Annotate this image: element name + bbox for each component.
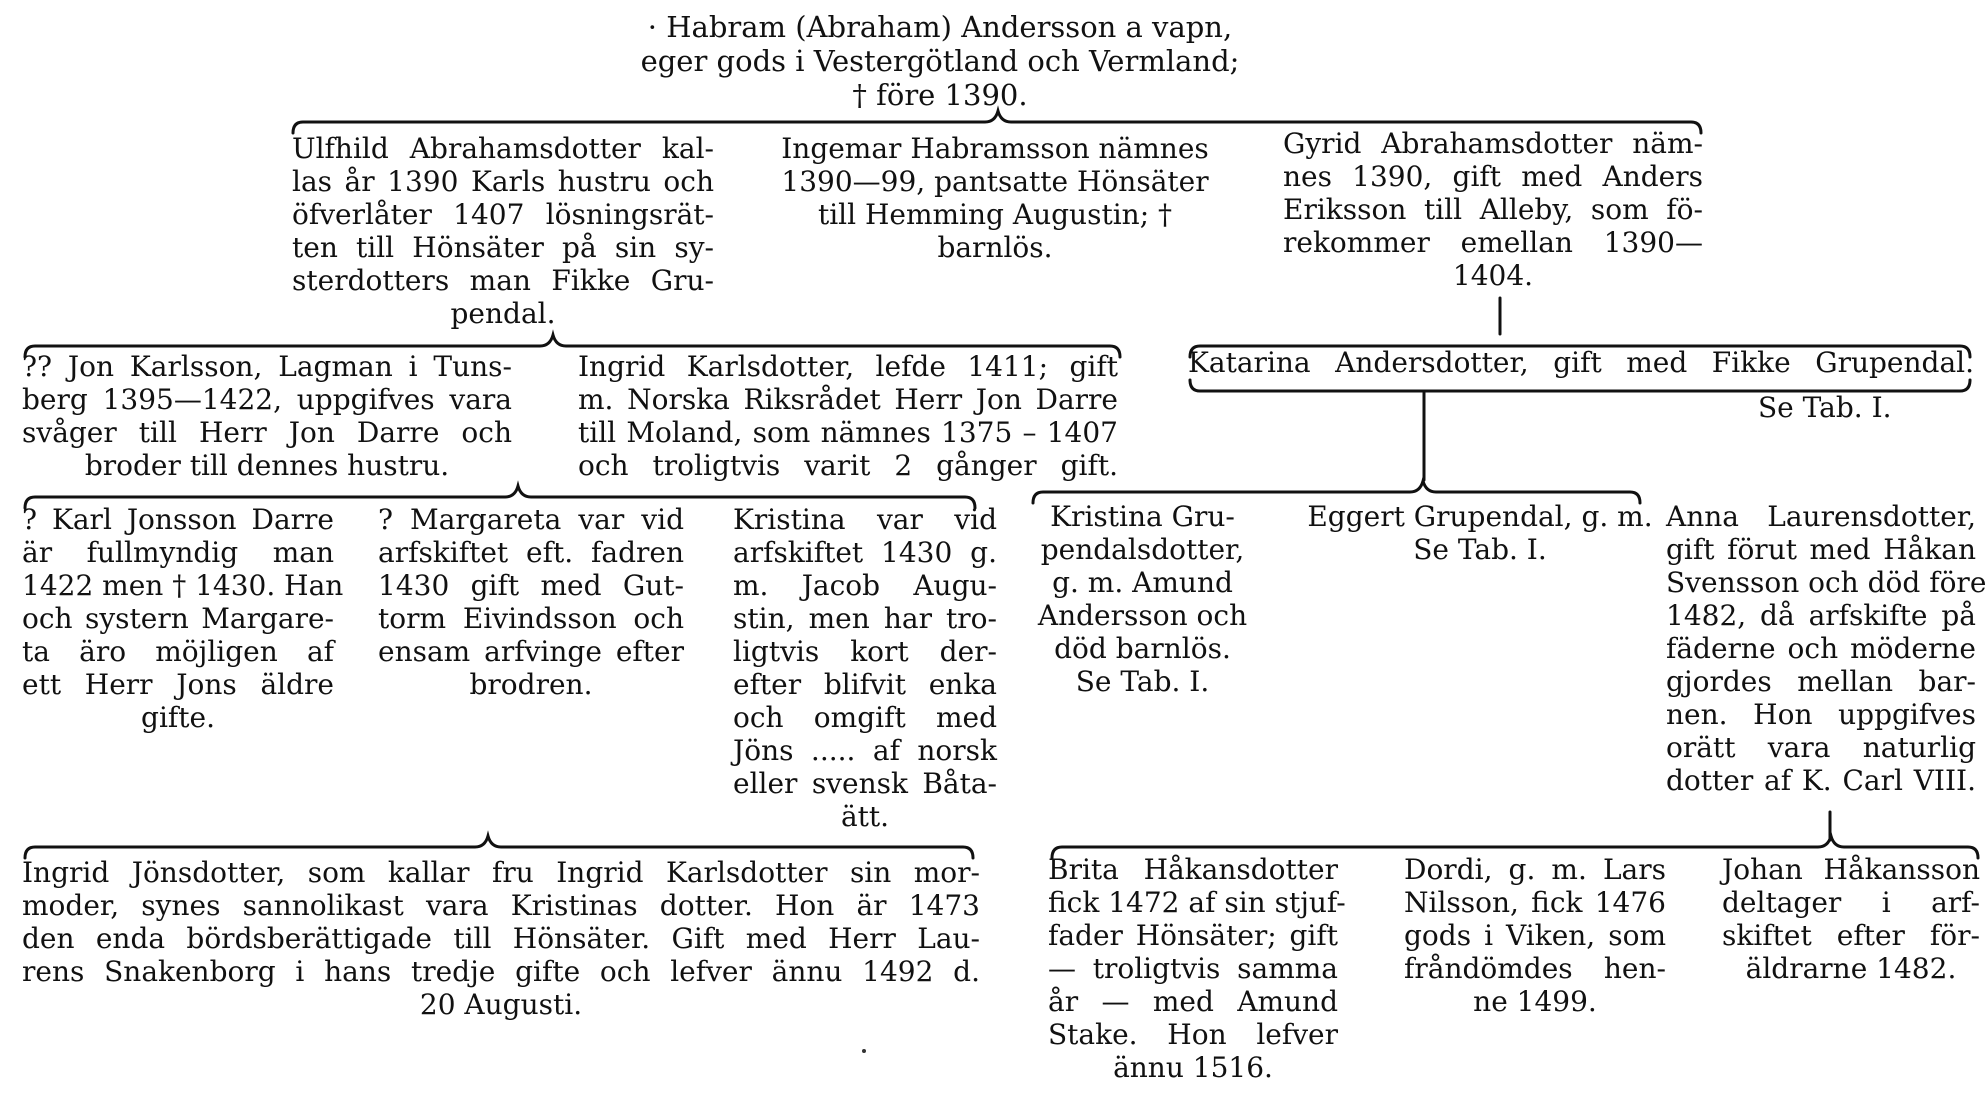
person-ingrid-karlsdotter <box>578 350 1118 482</box>
text-line: Jöns ..... af norsk <box>733 734 997 767</box>
person-kristina <box>733 503 997 833</box>
text-line: Se Tab. I. <box>1075 665 1210 698</box>
text-line: ensam arfvinge efter <box>378 635 684 668</box>
text-line: död barnlös. <box>1054 632 1231 665</box>
text-line: fäderne och möderne <box>1666 632 1976 665</box>
person-ingemar <box>770 132 1220 264</box>
text-line: ? Margareta var vid <box>378 503 684 536</box>
text-line: deltager i arf- <box>1722 886 1980 919</box>
text-line: rens Snakenborg i hans tredje gifte och lefver ännu 1492 d. <box>22 955 980 988</box>
text-line: 20 Augusti. <box>419 988 583 1021</box>
text-line: gods i Viken, som <box>1404 919 1666 952</box>
text-line: g. m. Amund <box>1052 566 1233 599</box>
text-line: ätt. <box>840 800 890 833</box>
text-line: och troligtvis varit 2 gånger gift. <box>578 449 1118 482</box>
text-line: ? Karl Jonsson Darre <box>22 503 334 536</box>
text-line: ten till Hönsäter på sin sy- <box>292 231 714 264</box>
text-line: 1404. <box>1452 259 1534 292</box>
person-ulfhild <box>292 132 714 330</box>
brace-kristina-children <box>25 836 973 858</box>
text-line: Kristina Gru- <box>1050 500 1235 533</box>
text-line: Ulfhild Abrahamsdotter kal- <box>292 132 714 165</box>
person-kristina-grupendalsdotter <box>1035 500 1250 698</box>
text-line: Brita Håkansdotter <box>1048 853 1338 886</box>
text-line: nen. Hon uppgifves <box>1666 698 1976 731</box>
text-line: och omgift med <box>733 701 997 734</box>
text-line: efter blifvit enka <box>733 668 997 701</box>
text-line: fader Hönsäter; gift <box>1048 919 1338 952</box>
text-line: Svensson och död före <box>1666 566 1987 599</box>
person-katarina <box>1188 346 1974 424</box>
text-line: 1422 men † 1430. Han <box>22 569 344 602</box>
text-line: skiftet efter för- <box>1722 919 1980 952</box>
text-line: fick 1472 af sin stjuf- <box>1048 886 1346 919</box>
text-line: orätt vara naturlig <box>1666 731 1976 764</box>
text-line: pendalsdotter, <box>1040 533 1245 566</box>
person-eggert <box>1295 500 1665 566</box>
text-line: eller svensk Båta- <box>733 767 997 800</box>
text-line: äldrarne 1482. <box>1745 952 1957 985</box>
text-line: och systern Margare- <box>22 602 334 635</box>
text-line: till Moland, som nämnes 1375 – 1407 <box>578 416 1118 449</box>
text-line: gifte. <box>141 701 215 734</box>
text-line: dotter af K. Carl VIII. <box>1666 764 1976 797</box>
text-line: Johan Håkansson <box>1722 853 1980 886</box>
text-line: Anna Laurensdotter, <box>1666 500 1976 533</box>
text-line: m. Jacob Augu- <box>733 569 997 602</box>
root-habram <box>560 10 1320 112</box>
text-line: Gyrid Abrahamsdotter näm- <box>1283 127 1703 160</box>
text-line: till Hemming Augustin; † <box>817 198 1173 231</box>
text-line: ?? Jon Karlsson, Lagman i Tuns- <box>22 350 512 383</box>
text-line: fråndömdes hen- <box>1404 952 1666 985</box>
text-line: ta äro möjligen af <box>22 635 334 668</box>
text-line: broder till dennes hustru. <box>84 449 450 482</box>
text-line: Eggert Grupendal, g. m. <box>1307 500 1653 533</box>
text-line: 1390—99, pantsatte Hönsäter <box>781 165 1209 198</box>
katarina-line: Katarina Andersdotter, gift med Fikke Grupendal. <box>1188 346 1974 379</box>
text-line: den enda bördsberättigade till Hönsäter. Gift med Herr Lau- <box>22 922 980 955</box>
person-jon-karlsson <box>22 350 512 482</box>
text-line: Ingrid Jönsdotter, som kallar fru Ingrid Karlsdotter sin mor- <box>22 856 980 889</box>
person-karl-jonsson <box>22 503 344 734</box>
text-line: pendal. <box>450 297 556 330</box>
text-line: barnlös. <box>937 231 1053 264</box>
text-line: 1482, då arfskifte på <box>1666 599 1976 632</box>
text-line: svåger till Herr Jon Darre och <box>22 416 512 449</box>
text-line: moder, synes sannolikast vara Kristinas dotter. Hon är 1473 <box>22 889 980 922</box>
root-line-1: · Habram (Abraham) Andersson a vapn, <box>647 10 1233 44</box>
person-gyrid <box>1283 127 1703 292</box>
person-dordi <box>1404 853 1666 1018</box>
text-line: Ingemar Habramsson nämnes <box>781 132 1209 165</box>
person-johan <box>1722 853 1980 985</box>
text-line: — troligtvis samma <box>1048 952 1338 985</box>
text-line: Dordi, g. m. Lars <box>1404 853 1666 886</box>
text-line: stin, men har tro- <box>733 602 997 635</box>
text-line: arfskiftet eft. fadren <box>378 536 684 569</box>
text-line: Stake. Hon lefver <box>1048 1018 1338 1051</box>
text-line: öfverlåter 1407 lösningsrät- <box>292 198 714 231</box>
text-line: Eriksson till Alleby, som fö- <box>1283 193 1703 226</box>
person-brita <box>1048 853 1346 1084</box>
text-line: torm Eivindsson och <box>378 602 684 635</box>
text-line: gift förut med Håkan <box>1666 533 1976 566</box>
text-line: ne 1499. <box>1473 985 1597 1018</box>
text-line: sterdotters man Fikke Gru- <box>292 264 714 297</box>
text-line: Andersson och <box>1037 599 1248 632</box>
text-line: Nilsson, fick 1476 <box>1404 886 1666 919</box>
root-line-3: † före 1390. <box>852 78 1028 112</box>
person-anna-laurensdotter <box>1666 500 1987 797</box>
text-line: 1430 gift med Gut- <box>378 569 684 602</box>
person-margareta <box>378 503 684 701</box>
text-line: brodren. <box>469 668 593 701</box>
text-line: Se Tab. I. <box>1413 533 1547 566</box>
text-line: nes 1390, gift med Anders <box>1283 160 1703 193</box>
text-line: ännu 1516. <box>1113 1051 1273 1084</box>
katarina-ref: Se Tab. I. <box>1758 391 1892 424</box>
text-line: Kristina var vid <box>733 503 997 536</box>
root-line-2: eger gods i Vestergötland och Vermland; <box>640 44 1240 78</box>
text-line: ligtvis kort der- <box>733 635 997 668</box>
scan-speck <box>862 1049 866 1053</box>
text-line: ett Herr Jons äldre <box>22 668 334 701</box>
person-ingrid-jonsdotter <box>22 856 980 1021</box>
text-line: år — med Amund <box>1048 985 1338 1018</box>
text-line: berg 1395—1422, uppgifves vara <box>22 383 512 416</box>
text-line: rekommer emellan 1390— <box>1283 226 1703 259</box>
text-line: las år 1390 Karls hustru och <box>292 165 714 198</box>
text-line: är fullmyndig man <box>22 536 334 569</box>
text-line: m. Norska Riksrådet Herr Jon Darre <box>578 383 1118 416</box>
text-line: arfskiftet 1430 g. <box>733 536 997 569</box>
text-line: Ingrid Karlsdotter, lefde 1411; gift <box>578 350 1118 383</box>
text-line: gjordes mellan bar- <box>1666 665 1976 698</box>
